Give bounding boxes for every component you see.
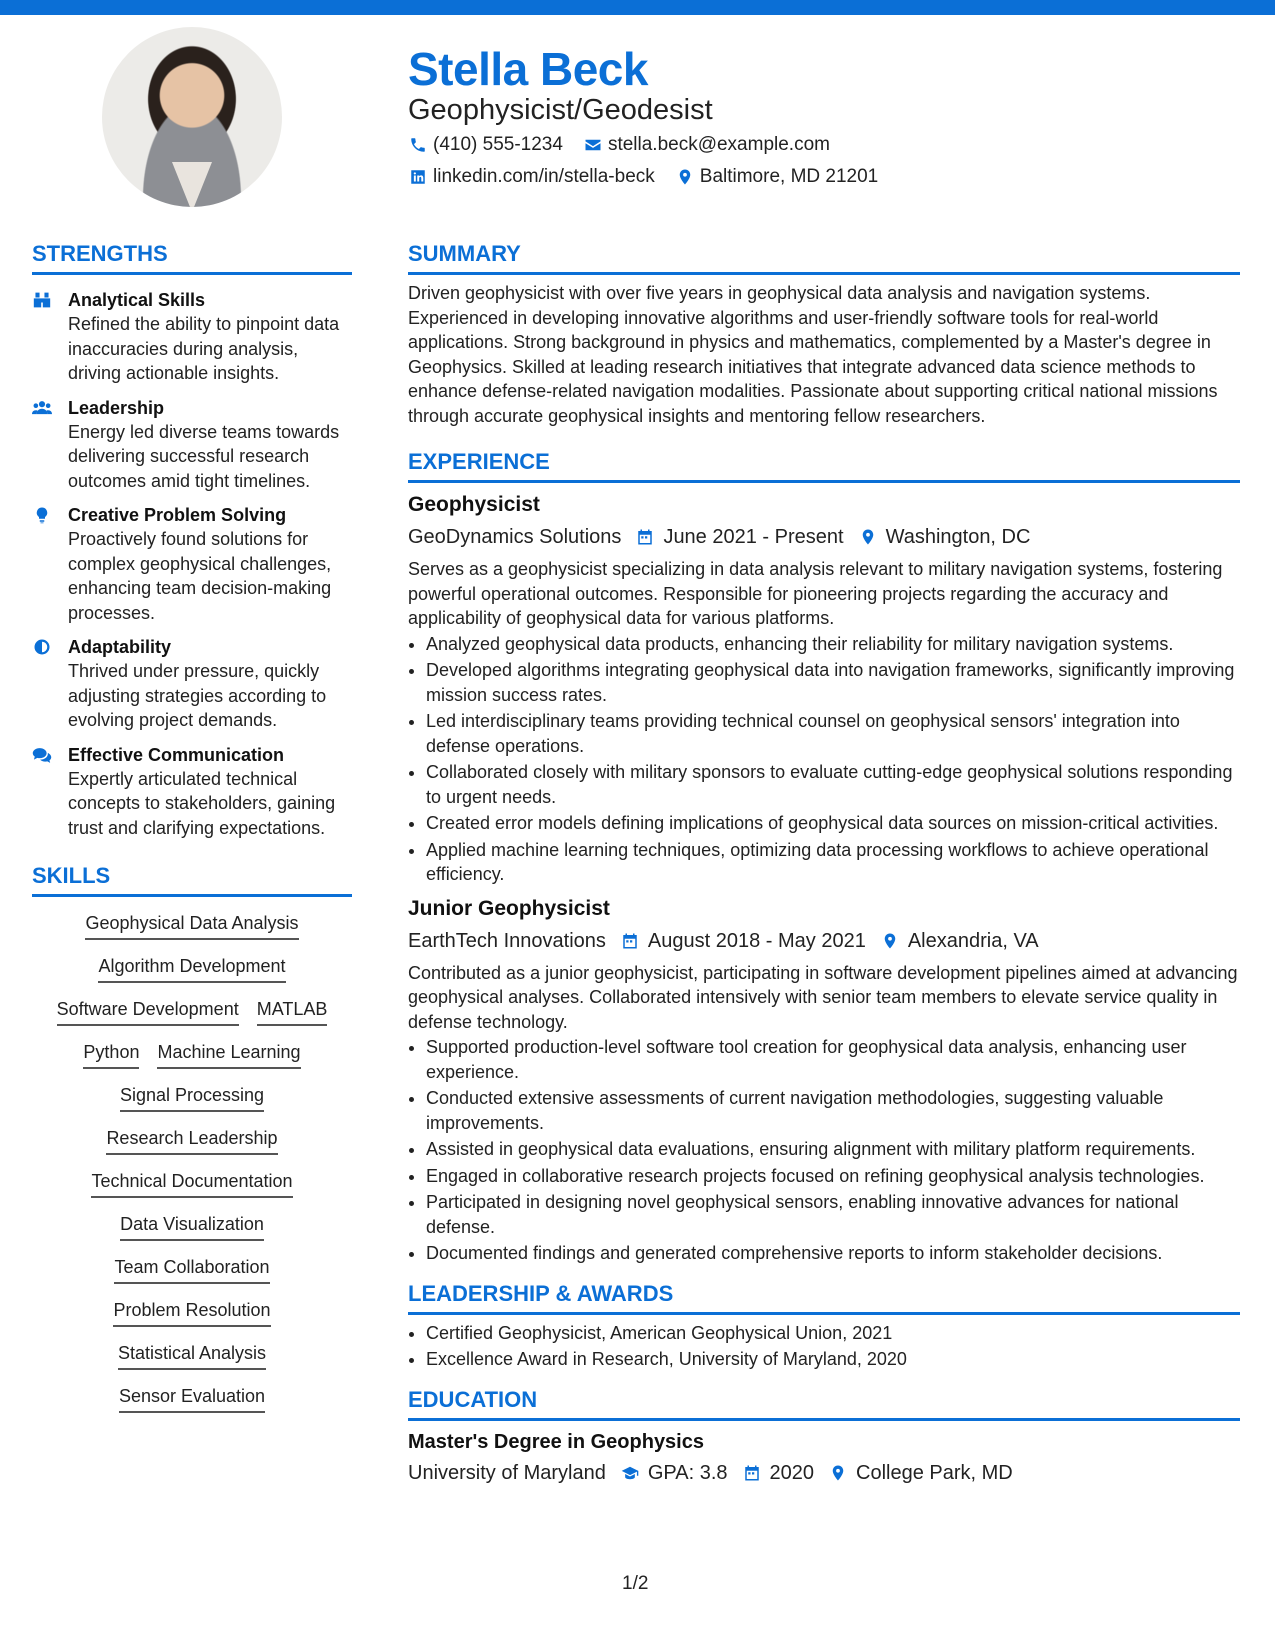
bullet-item: • Documented findings and generated comprehensive reports to inform stakeholder decisions. (426, 1241, 1240, 1266)
job-meta (408, 927, 1240, 955)
calendar-icon (635, 527, 655, 547)
strengths-heading: STRENGTHS (32, 240, 352, 275)
job-dates: August 2018 - May 2021 (647, 929, 866, 952)
candidate-name: Stella Beck (408, 43, 648, 95)
bullet-item: • Developed algorithms integrating geophysical data into navigation frameworks, significantly improving mission success rates. (426, 658, 1240, 707)
job-entry (408, 491, 1240, 887)
bullet-item: • Supported production-level software tool creation for geophysical data analysis, enhancing user experience. (426, 1035, 1240, 1084)
half-circle-icon (32, 635, 54, 733)
binoculars-icon (32, 288, 54, 386)
gpa-text: GPA: 3.8 (647, 1461, 728, 1484)
bullet-item: • Led interdisciplinary teams providing technical counsel on geophysical sensors' integration into defense operations. (426, 709, 1240, 758)
contact-row-2 (408, 166, 878, 188)
skill-tag: Machine Learning (157, 1040, 300, 1069)
page-number: 1/2 (622, 1573, 649, 1594)
bullet-item: • Engaged in collaborative research projects focused on refining geophysical analysis technologies. (426, 1164, 1240, 1189)
strength-text: Refined the ability to pinpoint data inaccuracies during analysis, driving actionable insights. (68, 314, 340, 383)
bullet-item: • Collaborated closely with military sponsors to evaluate cutting-edge geophysical solutions responding to urgent needs. (426, 760, 1240, 809)
job-bullets (408, 1035, 1240, 1266)
bullet-item: • Applied machine learning techniques, optimizing data processing workflows to achieve operational efficiency. (426, 838, 1240, 887)
email-contact[interactable] (583, 134, 830, 156)
skill-tag: Statistical Analysis (118, 1341, 266, 1370)
company-name: GeoDynamics Solutions (408, 526, 622, 548)
skill-tag: Research Leadership (106, 1126, 277, 1155)
skill-tag: Problem Resolution (113, 1298, 270, 1327)
job-location: Alexandria, VA (907, 929, 1039, 952)
bullet-item: • Analyzed geophysical data products, enhancing their reliability for military navigation systems. (426, 632, 1240, 657)
bullet-item: • Created error models defining implications of geophysical data sources on mission-critical activities. (426, 811, 1240, 836)
skill-tag: Software Development (57, 997, 239, 1026)
comments-icon (32, 743, 54, 841)
profile-photo (102, 27, 282, 207)
summary-heading: SUMMARY (408, 240, 1240, 275)
map-pin-icon (858, 527, 878, 547)
map-pin-icon (675, 167, 695, 187)
bullet-item: • Assisted in geophysical data evaluations, ensuring alignment with military platform requirements. (426, 1137, 1240, 1162)
experience-heading: EXPERIENCE (408, 448, 1240, 483)
summary-text: Driven geophysicist with over five years in geophysical data analysis and navigation systems. Experienced in developing innovative algorithms and user-friendly software tools for real-world applications. Strong background in physics and mathematics, complemented by a Master's degree in Geophysics. Skilled at leading research initiatives that integrate advanced data science methods to enhance defense-related navigation modalities. Passionate about supporting critical national missions through accurate geophysical insights and mentoring fellow researchers. (408, 283, 1218, 426)
skill-tag: Geophysical Data Analysis (85, 911, 298, 940)
degree-title: Master's Degree in Geophysics (408, 1430, 704, 1453)
award-item: • Excellence Award in Research, University of Maryland, 2020 (426, 1347, 1240, 1372)
awards-heading: LEADERSHIP & AWARDS (408, 1280, 1240, 1315)
education-location: College Park, MD (856, 1461, 1013, 1484)
job-meta (408, 523, 1240, 551)
job-bullets (408, 632, 1240, 887)
map-pin-icon (880, 931, 900, 951)
graduation-year: 2020 (769, 1461, 815, 1484)
job-dates: June 2021 - Present (663, 526, 844, 548)
skill-tag: Technical Documentation (91, 1169, 292, 1198)
strength-item (32, 503, 352, 625)
calendar-icon (620, 931, 640, 951)
email-text: stella.beck@example.com (607, 134, 830, 155)
map-pin-icon (828, 1463, 848, 1483)
skill-tag: MATLAB (257, 997, 328, 1026)
strength-item (32, 288, 352, 386)
phone-icon (408, 135, 428, 155)
skills-heading: SKILLS (32, 862, 352, 897)
top-accent-bar (0, 0, 1275, 15)
right-column (408, 240, 1240, 1487)
location-text: Baltimore, MD 21201 (699, 166, 879, 187)
job-location: Washington, DC (885, 526, 1031, 548)
job-description: Contributed as a junior geophysicist, participating in software development pipelines aimed at advancing geophysical analyses. Collaborated intensively with senior team members to elevate service quality in defense technology. (408, 962, 1238, 1032)
skill-tag: Python (83, 1040, 139, 1069)
job-description: Serves as a geophysicist specializing in data analysis relevant to military navigation systems, fostering powerful operational outcomes. Responsible for pioneering projects regarding the accuracy and applicability of geophysical data for various platforms. (408, 559, 1223, 628)
skill-tag: Sensor Evaluation (119, 1384, 265, 1413)
strength-title: Analytical Skills (68, 290, 206, 310)
phone-text: (410) 555-1234 (433, 134, 563, 155)
lightbulb-icon (32, 503, 54, 625)
job-entry (408, 895, 1240, 1266)
strength-title: Creative Problem Solving (68, 505, 287, 525)
phone-contact (408, 134, 563, 156)
bullet-item: • Participated in designing novel geophysical sensors, enabling innovative advances for national defense. (426, 1190, 1240, 1239)
job-title-header: Geophysicist/Geodesist (408, 94, 713, 126)
job-title: Geophysicist (408, 493, 540, 516)
award-item: • Certified Geophysicist, American Geophysical Union, 2021 (426, 1321, 1240, 1346)
skill-tag: Data Visualization (120, 1212, 264, 1241)
calendar-icon (742, 1463, 762, 1483)
linkedin-contact[interactable] (408, 166, 655, 188)
users-icon (32, 396, 54, 494)
skill-tag: Signal Processing (120, 1083, 264, 1112)
location-contact (675, 166, 878, 188)
school-name: University of Maryland (408, 1461, 606, 1484)
skill-tag: Algorithm Development (98, 954, 285, 983)
skills-list (32, 911, 352, 1427)
strength-item (32, 396, 352, 494)
strength-item (32, 743, 352, 841)
bullet-item: • Conducted extensive assessments of current navigation methodologies, suggesting valuable improvements. (426, 1086, 1240, 1135)
envelope-icon (583, 135, 603, 155)
education-meta (408, 1459, 1240, 1487)
linkedin-text: linkedin.com/in/stella-beck (433, 166, 655, 187)
strength-text: Expertly articulated technical concepts to stakeholders, gaining trust and clarifying expectations. (68, 768, 336, 838)
company-name: EarthTech Innovations (408, 929, 606, 952)
strength-title: Adaptability (68, 637, 172, 657)
strength-text: Proactively found solutions for complex geophysical challenges, enhancing team decision-making processes. (68, 529, 332, 623)
education-heading: EDUCATION (408, 1386, 1240, 1421)
strength-text: Energy led diverse teams towards delivering successful research outcomes amid tight timelines. (68, 421, 340, 491)
contact-row-1 (408, 134, 830, 156)
linkedin-icon (408, 167, 428, 187)
strength-title: Effective Communication (68, 744, 285, 765)
skill-tag: Team Collaboration (114, 1255, 269, 1284)
left-column (32, 240, 352, 1427)
job-title: Junior Geophysicist (408, 896, 610, 920)
strength-text: Thrived under pressure, quickly adjusting strategies according to evolving project demands. (68, 661, 327, 730)
strength-title: Leadership (68, 397, 165, 418)
strength-item (32, 635, 352, 733)
graduation-cap-icon (620, 1463, 640, 1483)
awards-list (408, 1321, 1240, 1372)
